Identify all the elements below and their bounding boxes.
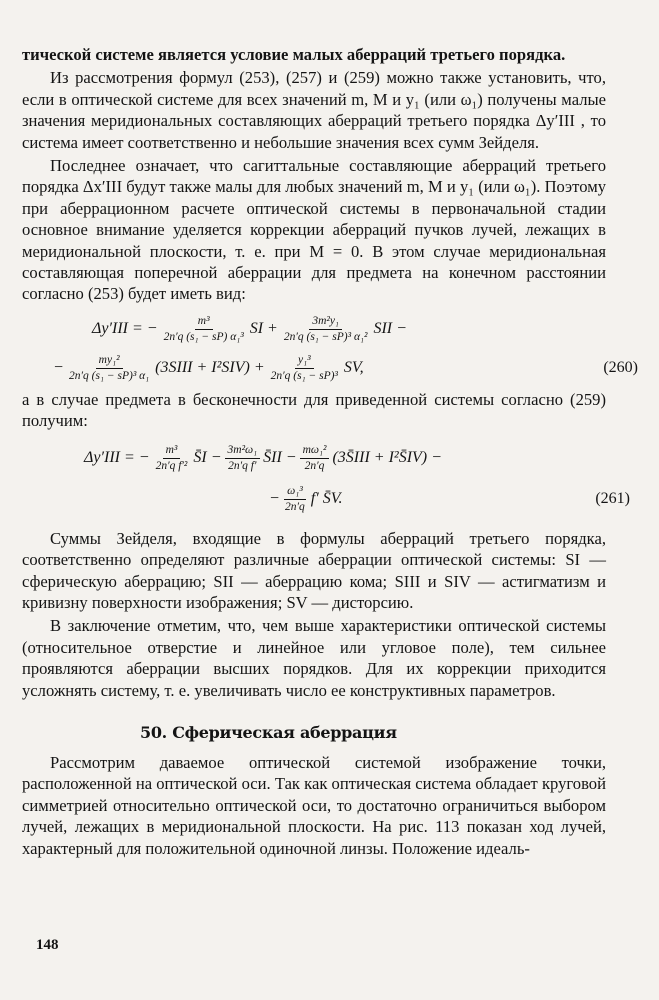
eq-term: SII −: [373, 320, 407, 338]
numerator: 3m²ω₁: [225, 444, 261, 459]
equation-number: (260): [603, 359, 638, 377]
fraction: [225, 444, 261, 473]
numerator: mω₁²: [300, 444, 330, 459]
fraction: [282, 485, 308, 514]
paragraph: тической системе является условие малых аберраций третьего порядка.: [22, 45, 566, 64]
numerator: my₁²: [96, 354, 123, 369]
denominator: 2n′q f′: [228, 459, 257, 472]
eq-term: Δy′III = −: [84, 449, 150, 467]
paragraph: Суммы Зейделя, входящие в формулы аберраций третьего порядка, соответственно определяют различные аберрации оптической системы: SI — сферическую аберрацию; SII — аберрацию кома; SIII и SIV — астигматизм и кривизну поверхности изображения; SV — дисторсию.: [22, 528, 606, 612]
fraction: [153, 444, 191, 473]
equation-260: [54, 314, 638, 383]
numerator: y₁³: [295, 354, 314, 369]
paragraph: а в случае предмета в бесконечности для приведенной системы согласно (259) получим:: [22, 389, 606, 431]
numerator: m³: [195, 315, 213, 330]
denominator: 2n′q (s₁ − sP)³ α₁: [69, 369, 150, 382]
eq-term: −: [270, 490, 280, 508]
page-number: 148: [36, 937, 59, 953]
eq-term: Δy′III = −: [92, 320, 158, 338]
fraction: [161, 315, 247, 344]
fraction: [66, 354, 152, 383]
denominator: 2n′q (s₁ − sP)³: [270, 369, 338, 382]
denominator: 2n′q f′²: [155, 459, 188, 472]
fraction: [268, 354, 341, 383]
eq-term: SV,: [343, 359, 364, 377]
numerator: ω₁³: [284, 485, 306, 500]
eq-term: SI +: [249, 320, 278, 338]
equation-number: (261): [595, 490, 630, 508]
denominator: 2n′q (s₁ − sP) α₁³: [163, 330, 244, 343]
eq-term: −: [54, 359, 64, 377]
paragraph: Из рассмотрения формул (253), (257) и (259) можно также установить, что, если в оптической системе для всех значений m, M и y₁ (или ω₁) получены малые значения меридиональных составляющих аберраций третьего порядка Δy′III , то система имеет соответственно и небольшие значения всех сумм Зейделя.: [22, 68, 606, 152]
eq-term: f′ S̄V.: [310, 490, 343, 508]
eq-term: S̄II −: [263, 449, 297, 467]
denominator: 2n′q: [304, 459, 325, 472]
eq-term: (3S̄III + I²S̄IV) −: [332, 449, 442, 467]
fraction: [281, 315, 371, 344]
paragraph: Рассмотрим даваемое оптической системой изображение точки, расположенной на оптической оси. Так как оптическая система обладает круговой симметрией относительно оптической оси, то достаточно ограничиться выбором лучей, лежащих в меридиональной плоскости. На рис. 113 показан ход лучей, характерный для положительной одиночной линзы. Положение идеаль-: [22, 752, 606, 858]
denominator: 2n′q (s₁ − sP)³ α₁²: [283, 330, 368, 343]
equation-261: [84, 443, 630, 514]
paragraph: Последнее означает, что сагиттальные составляющие аберраций третьего порядка Δx′III будут также малы для любых значений m, M и y₁ (или ω₁). Поэтому при аберрационном расчете оптической системы в первоначальной стадии основное внимание уделяется коррекции аберраций пучков лучей, лежащих в меридиональной плоскости, т. е. при M = 0. В этом случае меридиональная составляющая поперечной аберрации для предмета на конечном расстоянии согласно (253) будет иметь вид:: [22, 156, 606, 304]
page-content: [22, 44, 638, 859]
numerator: m³: [163, 444, 181, 459]
fraction: [300, 444, 330, 473]
denominator: 2n′q: [285, 500, 305, 513]
section-heading: 50. Сферическая аберрация: [140, 722, 397, 742]
eq-term: (3SIII + I²SIV) +: [155, 359, 265, 377]
paragraph: В заключение отметим, что, чем выше характеристики оптической системы (относительное отверстие и линейное или угловое поле), тем сильнее проявляются аберрации высших порядков. Для их коррекции приходится усложнять систему, т. е. увеличивать число ее конструктивных параметров.: [22, 616, 606, 700]
eq-term: S̄I −: [193, 449, 222, 467]
numerator: 3m²y₁: [309, 315, 342, 330]
